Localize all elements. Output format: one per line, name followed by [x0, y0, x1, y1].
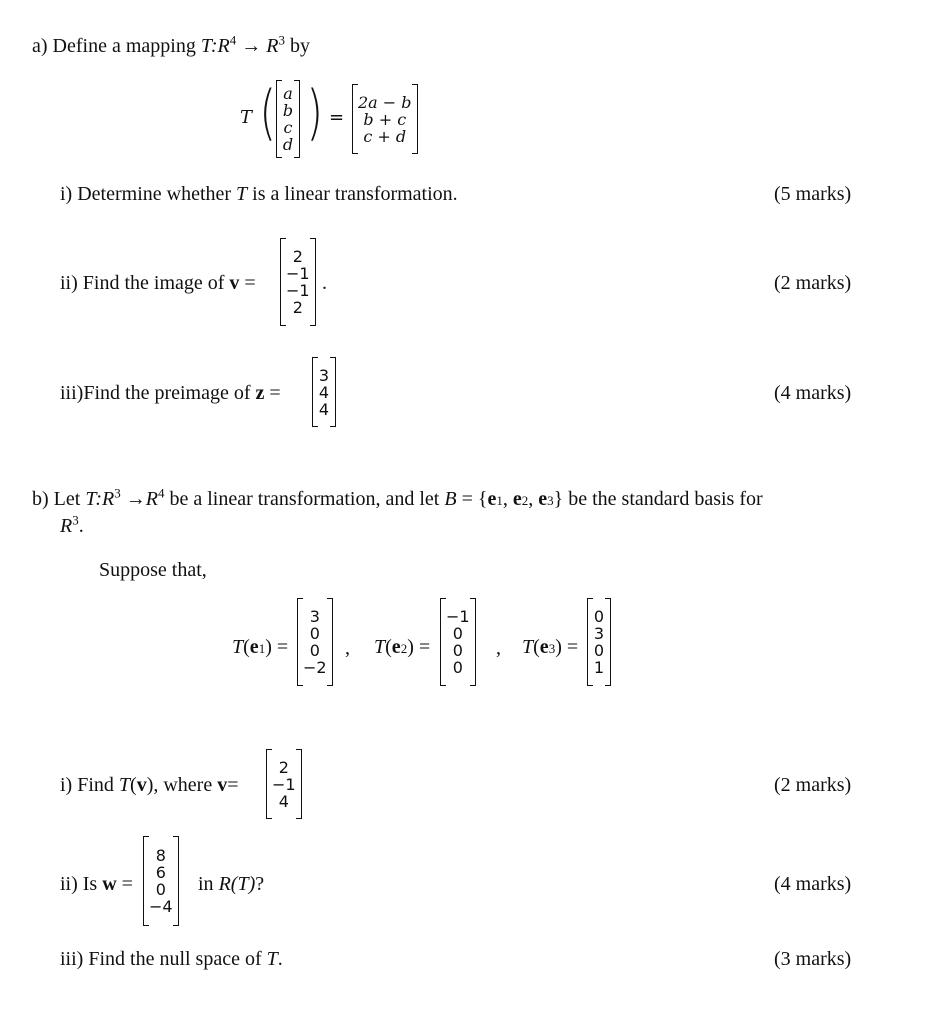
T-e2-label: T(e2) =: [374, 636, 431, 658]
vector-entry: 0: [452, 624, 463, 643]
vector-entry: 2: [292, 247, 303, 266]
part-a-q3-vector: [312, 357, 336, 427]
part-b-intro-line-2: $R^3$.: [60, 512, 84, 537]
part-a-q3-marks: (4 marks): [774, 382, 852, 404]
vector-entry: 3: [309, 607, 320, 626]
vector-entry: b: [282, 101, 294, 120]
vector-entry: −1: [286, 281, 310, 300]
vector-entry: a: [283, 84, 293, 103]
definition-input-vector: [276, 80, 300, 158]
T-e2-vector: [440, 598, 476, 686]
definition-equals: =: [329, 107, 345, 128]
part-b-q3-marks: (3 marks): [774, 948, 852, 970]
vector-entry: −1: [286, 264, 310, 283]
part-b-question-2-tail: in R(T)?: [198, 873, 265, 895]
suppose-text: Suppose that,: [99, 559, 207, 581]
part-b-question-3: iii) Find the null space of T.: [60, 948, 283, 970]
vector-entry: −1: [446, 607, 470, 626]
vector-entry: b + c: [363, 109, 407, 129]
vector-entry: 4: [318, 399, 330, 419]
vector-entry: 0: [452, 641, 463, 660]
vector-entry: 3: [318, 365, 330, 385]
part-b-q2-marks: (4 marks): [774, 873, 852, 895]
vector-entry: 4: [278, 791, 289, 811]
part-a-question-3: iii)Find the preimage of z =: [60, 382, 281, 404]
vector-entry: d: [282, 135, 294, 154]
vector-entry: 3: [593, 624, 605, 643]
part-a-q2-marks: (2 marks): [774, 272, 852, 294]
vector-entry: 6: [155, 863, 166, 882]
definition-output-vector: [352, 84, 418, 154]
comma: ,: [345, 637, 350, 659]
part-b-q1-marks: (2 marks): [774, 774, 852, 796]
part-a-question-2: ii) Find the image of v =: [60, 272, 256, 294]
T-e1-label: T(e1) =: [232, 636, 289, 658]
vector-entry: −1: [272, 774, 296, 794]
left-paren: (: [259, 78, 276, 148]
part-b-question-1: i) Find T(v), where v=: [60, 774, 239, 796]
part-b-q1-vector: [266, 749, 302, 819]
vector-entry: 2: [278, 757, 289, 777]
vector-entry: 4: [318, 382, 330, 402]
period: .: [322, 272, 327, 294]
vector-entry: 0: [452, 658, 463, 677]
vector-entry: 0: [593, 641, 605, 660]
vector-entry: −2: [303, 658, 327, 677]
right-paren: ): [306, 78, 323, 148]
definition-T-symbol: T: [240, 107, 253, 128]
part-b-q2-vector: [143, 836, 179, 926]
part-b-question-2: ii) Is w =: [60, 873, 133, 895]
part-a-q1-marks: (5 marks): [774, 183, 852, 205]
vector-entry: 0: [593, 607, 605, 626]
vector-entry: c + d: [363, 126, 407, 146]
vector-entry: c: [283, 118, 293, 137]
T-e3-vector: [587, 598, 611, 686]
vector-entry: 2: [292, 298, 303, 317]
T-e3-label: T(e3) =: [522, 636, 579, 658]
vector-entry: 0: [309, 624, 320, 643]
T-e1-vector: [297, 598, 333, 686]
vector-entry: 1: [593, 658, 605, 677]
part-b-intro: b) Let $T:R^3 \to R^4$ be a linear transformation, and let B = {e1, e2, e3} be the standard basis for: [32, 485, 763, 510]
vector-entry: 2a − b: [358, 92, 412, 112]
vector-entry: 0: [309, 641, 320, 660]
vector-entry: −4: [149, 897, 173, 916]
part-a-intro: a) Define a mapping $T:R^4 \to R^3$ by: [32, 32, 310, 57]
vector-entry: 0: [155, 880, 166, 899]
part-a-q2-vector: [280, 238, 316, 326]
comma: ,: [496, 637, 501, 659]
part-a-question-1: i) Determine whether T is a linear transformation.: [60, 183, 458, 205]
vector-entry: 8: [155, 846, 166, 865]
